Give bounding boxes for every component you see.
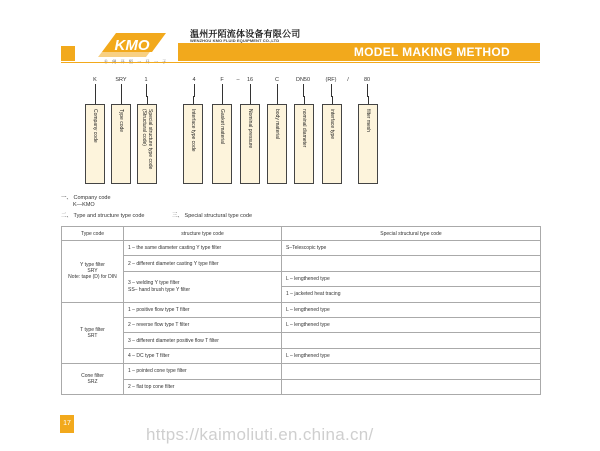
connector-line [193, 96, 194, 104]
code-field-box [358, 104, 378, 184]
table-row [62, 302, 541, 317]
model-code-token: – [236, 77, 240, 83]
structure-type-cell: 2 – flat top cone filter [124, 379, 282, 394]
model-code-token: SRY [115, 77, 127, 83]
special-type-cell: S–Telescopic type [282, 241, 541, 256]
connector-line [194, 84, 195, 96]
connector-line [367, 84, 368, 96]
special-type-cell [282, 364, 541, 379]
table-header-row [62, 227, 541, 241]
code-field-box [212, 104, 232, 184]
special-type-cell [282, 333, 541, 348]
code-field-box [137, 104, 157, 184]
title-banner [178, 43, 540, 61]
code-field-label: interface type [329, 109, 335, 140]
model-code-token: DN50 [295, 77, 311, 83]
connector-line [222, 84, 223, 96]
header-accent-square [61, 46, 75, 61]
page-number: 17 [60, 415, 74, 433]
connector-line [95, 84, 96, 96]
model-code-token: / [347, 77, 349, 83]
model-code-token: C [275, 77, 279, 83]
type-code-cell: T type filter SRT [62, 302, 124, 364]
type-code-cell: Cone filter SRZ [62, 364, 124, 395]
connector-line [303, 84, 304, 96]
structure-type-cell: 3 – different diameter positive flow T filter [124, 333, 282, 348]
table-row [62, 241, 541, 256]
model-code-token: K [93, 77, 97, 83]
structure-type-cell: 1 – the same diameter casting Y type filter [124, 241, 282, 256]
section-type-structure-title: 二、 Type and structure type code [61, 213, 145, 219]
code-field-box [111, 104, 131, 184]
structure-type-cell: 2 – reverse flow type T filter [124, 317, 282, 332]
section-company-code-value: K—KMO [73, 202, 95, 208]
connector-line [222, 96, 223, 104]
code-field-box [267, 104, 287, 184]
watermark-url: https://kaimoliuti.en.china.cn/ [146, 425, 374, 444]
connector-line [332, 96, 333, 104]
table-row [62, 271, 541, 286]
section-special-structure-title: 三、 Special structural type code [172, 213, 253, 219]
special-type-cell [282, 256, 541, 271]
structure-type-cell: 2 – different diameter casting Y type filter [124, 256, 282, 271]
company-logo [96, 30, 168, 60]
table-row [62, 364, 541, 379]
special-type-cell: L – lengthened type [282, 317, 541, 332]
code-field-box [294, 104, 314, 184]
code-field-label: Interface type code [190, 109, 196, 152]
code-field-box [240, 104, 260, 184]
model-code-token: 80 [363, 77, 371, 83]
connector-line [95, 96, 96, 104]
code-field-label: Type code [118, 109, 124, 133]
structure-type-cell: 3 – welding Y type filter SS– hand brush type Y filter [124, 271, 282, 302]
model-code-token: 4 [192, 77, 196, 83]
model-code-token: F [220, 77, 224, 83]
connector-line [368, 96, 369, 104]
model-code-token: 1 [144, 77, 148, 83]
table-row [62, 256, 541, 271]
code-field-label: body material [274, 109, 280, 140]
structure-type-cell: 4 – DC type T filter [124, 348, 282, 363]
connector-line [277, 96, 278, 104]
connector-line [250, 84, 251, 96]
company-name-english: WENZHOU KMO FLUID EQUIPMENT CO.,LTD [190, 38, 280, 43]
connector-line [147, 96, 148, 104]
page-title: MODEL MAKING METHOD [353, 45, 510, 59]
code-field-label: nominal diameter [301, 109, 307, 148]
table-row [62, 348, 541, 363]
special-type-cell: L – lengthened type [282, 348, 541, 363]
connector-line [277, 84, 278, 96]
structure-type-cell: 1 – pointed cone type filter [124, 364, 282, 379]
logo-text: KMO [114, 37, 150, 54]
special-type-cell [282, 379, 541, 394]
column-header: Type code [62, 227, 124, 241]
code-field-label: Special structure type code (Structural code) [141, 109, 153, 170]
column-header: structure type code [124, 227, 282, 241]
table-row [62, 379, 541, 394]
code-field-box [183, 104, 203, 184]
special-type-cell: 1 – jacketed heat tracing [282, 287, 541, 302]
special-type-cell: L – lengthened type [282, 302, 541, 317]
model-code-token: 16 [246, 77, 254, 83]
section-company-code-title: 一、 Company code [61, 195, 111, 201]
company-name-chinese: 温州开陌流体设备有限公司 [190, 29, 301, 39]
structure-type-cell: 1 – positive flow type T filter [124, 302, 282, 317]
code-field-label: Nominal pressure [247, 109, 253, 149]
connector-line [304, 96, 305, 104]
code-field-label: filter mesh [365, 109, 371, 133]
header-divider [61, 62, 540, 63]
code-field-label: Gasket material [219, 109, 225, 145]
special-type-cell: L – lengthened type [282, 271, 541, 286]
connector-line [121, 84, 122, 96]
connector-line [121, 96, 122, 104]
model-code-token: (RF) [325, 77, 337, 83]
code-field-label: Company code [92, 109, 98, 143]
code-field-box [322, 104, 342, 184]
table-row [62, 317, 541, 332]
code-field-box [85, 104, 105, 184]
column-header: Special structural type code [282, 227, 541, 241]
table-row [62, 333, 541, 348]
connector-line [250, 96, 251, 104]
connector-line [146, 84, 147, 96]
type-code-table [61, 226, 541, 395]
connector-line [331, 84, 332, 96]
type-code-cell: Y type filter SRY Note: tape (D) for DIN [62, 241, 124, 303]
